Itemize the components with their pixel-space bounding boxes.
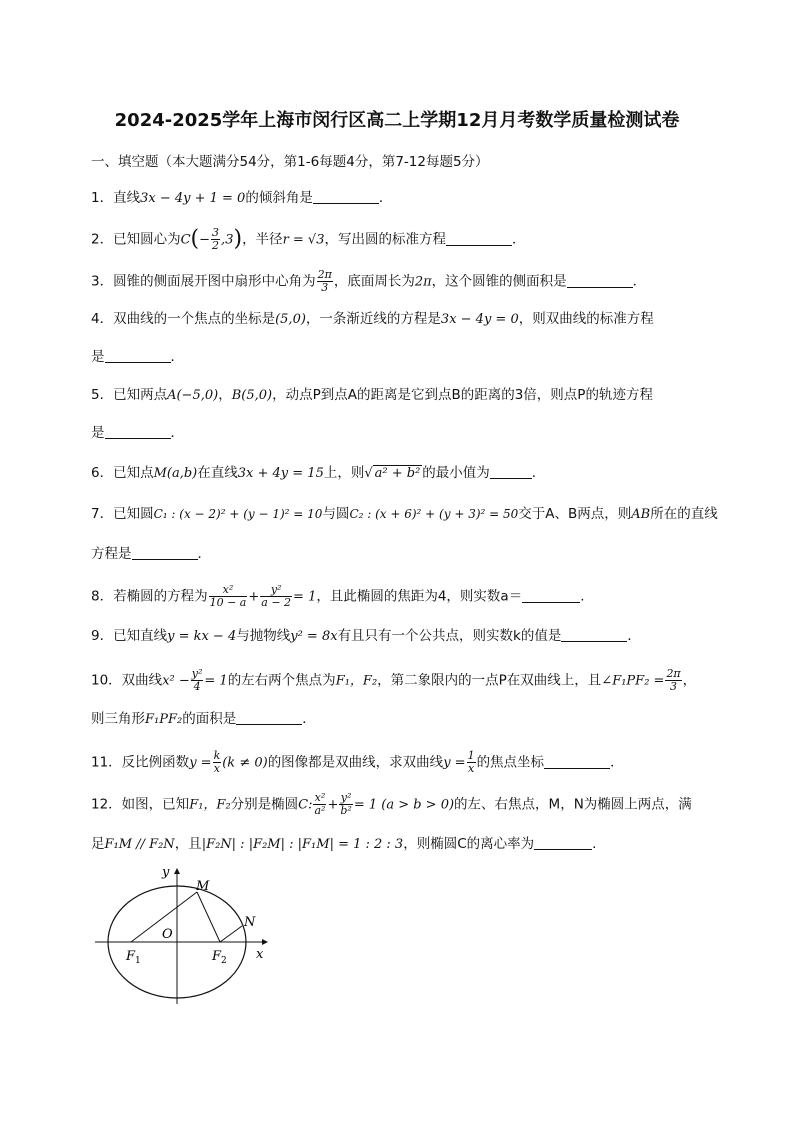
question-1 [91,188,711,209]
q2-text: 2．已知圆心为 [91,231,181,248]
q3-fraction: $\frac{2\pi}{3}$ [317,268,332,294]
section-heading: 一、填空题（本大题满分54分，第1-6每题4分，第7-12每题5分） [91,154,489,170]
question-12-cont: 足F₁M // F₂N，且|F₂N| : |F₂M| : |F₁M| = 1 : 2 : 3，则椭圆C的离心率为 . [91,836,597,852]
question-7-cont: 方程是 ． [91,546,211,562]
question-3: 3．圆锥的侧面展开图中扇形中心角为 $\frac{2\pi}{3}$ ，底面周长为2π，这个圆锥的侧面积是 ． [91,268,647,294]
answer-blank[interactable] [105,424,171,439]
q12-text: 12．如图，已知 [91,796,190,813]
answer-blank[interactable] [544,754,610,769]
question-5: 5．已知两点A(−5,0)，B(5,0)，动点P到点A的距离是它到点B的距离的3倍，则点P的轨迹方程 [91,387,653,403]
question-4: 4．双曲线的一个焦点的坐标是(5,0)，一条渐近线的方程是3x − 4y = 0，则双曲线的标准方程 [91,311,654,327]
question-5-cont: 是 ． [91,425,184,441]
label-o: O [162,927,173,942]
label-f1-sub: 1 [135,956,141,966]
question-9: 9．已知直线y = kx − 4与抛物线y² = 8x有且只有一个公共点，则实数k的值是 ． [91,628,641,644]
question-11: 11．反比例函数y = $\frac{k}{x}$ (k ≠ 0)的图像都是双曲线，求双曲线y = $\frac{1}{x}$ 的焦点坐标 ． [91,749,624,775]
answer-blank[interactable] [313,189,379,204]
y-axis-arrow [174,868,180,874]
answer-blank[interactable] [522,588,580,603]
label-f2: F [212,949,222,964]
question-8: 8．若椭圆的方程为 $\frac{\text{x²}}{10 - a}$ + $\frac{\text{y²}}{a - 2}$ = 1，且此椭圆的焦距为4，则实数a＝ . [91,583,585,609]
label-m: M [196,879,210,894]
x-axis-arrow [262,939,268,945]
label-n: N [244,915,256,930]
q7-text: 7．已知圆 [91,506,154,522]
q6-sqrt: a² + b² [374,466,421,481]
question-2: 2．已知圆心为C(− $\frac{3}{2}$ ,3)，半径r = √3，写出圆的标准方程 ． [91,226,526,252]
q2-fraction: $\frac{3}{2}$ [212,226,220,252]
q2-center: C [180,232,191,248]
label-f1: F [126,949,136,964]
question-4-cont: 是 ． [91,349,184,365]
answer-blank[interactable] [561,627,627,642]
q2-tail: ，写出圆的标准方程 [324,231,446,248]
question-10: 10．双曲线x² − $\frac{\text{y²}}{4}$ = 1的左右两个焦点为F₁，F₂，第二象限内的一点P在双曲线上，且∠F₁PF₂ = $\frac{2\pi}{3}$ ， [91,667,697,693]
page-title: 2024-2025学年上海市闵行区高二上学期12月月考数学质量检测试卷 [114,110,680,131]
q10-text: 10．双曲线 [91,672,163,689]
q6-text: 6．已知点 [91,465,154,481]
question-7: 7．已知圆C₁ : (x − 2)² + (y − 1)² = 10与圆C₂ : (x + 6)² + (y + 3)² = 50交于A、B两点，则AB所在的直线 [91,506,718,522]
answer-blank[interactable] [236,710,302,725]
q1-tail: 的倾斜角是 [245,190,313,206]
q2-radius: r = √3 [282,232,325,248]
answer-blank[interactable] [567,273,633,288]
q5-text: 5．已知两点 [91,387,168,403]
segment-mf2 [197,892,220,942]
q3-text: 3．圆锥的侧面展开图中扇形中心角为 [91,273,316,290]
q11-text: 11．反比例函数 [91,754,190,771]
q1-end: ． [378,190,393,206]
answer-blank[interactable] [490,464,532,479]
question-12: 12．如图，已知F₁，F₂分别是椭圆C: $\frac{\text{x²}}{\text{a²}}$ + $\frac{\text{y²}}{\text{b²}}$ = 1 (a > b > 0)的左、右焦点，M，N为椭圆上两点，满 [91,791,692,817]
answer-blank[interactable] [534,835,592,850]
q1-text: 1．直线 [91,190,141,206]
label-f2-sub: 2 [221,956,227,966]
segment-f2n [220,926,242,942]
label-x: x [256,947,264,962]
q9-text: 9．已知直线 [91,628,168,644]
question-10-cont: 则三角形F₁PF₂的面积是 ． [91,711,316,727]
q1-equation: 3x − 4y + 1 = 0 [140,191,246,206]
question-6: 6．已知点M(a,b)在直线3x + 4y = 15上，则√ a² + b² 的最小值为 . [91,465,537,481]
q2-mid: ，半径 [242,231,283,248]
ellipse-figure [90,862,280,1012]
label-y: y [162,865,170,880]
answer-blank[interactable] [105,348,171,363]
answer-blank[interactable] [446,231,512,246]
q8-text: 8．若椭圆的方程为 [91,588,208,605]
q4-text: 4．双曲线的一个焦点的坐标是 [91,311,276,327]
answer-blank[interactable] [132,545,198,560]
